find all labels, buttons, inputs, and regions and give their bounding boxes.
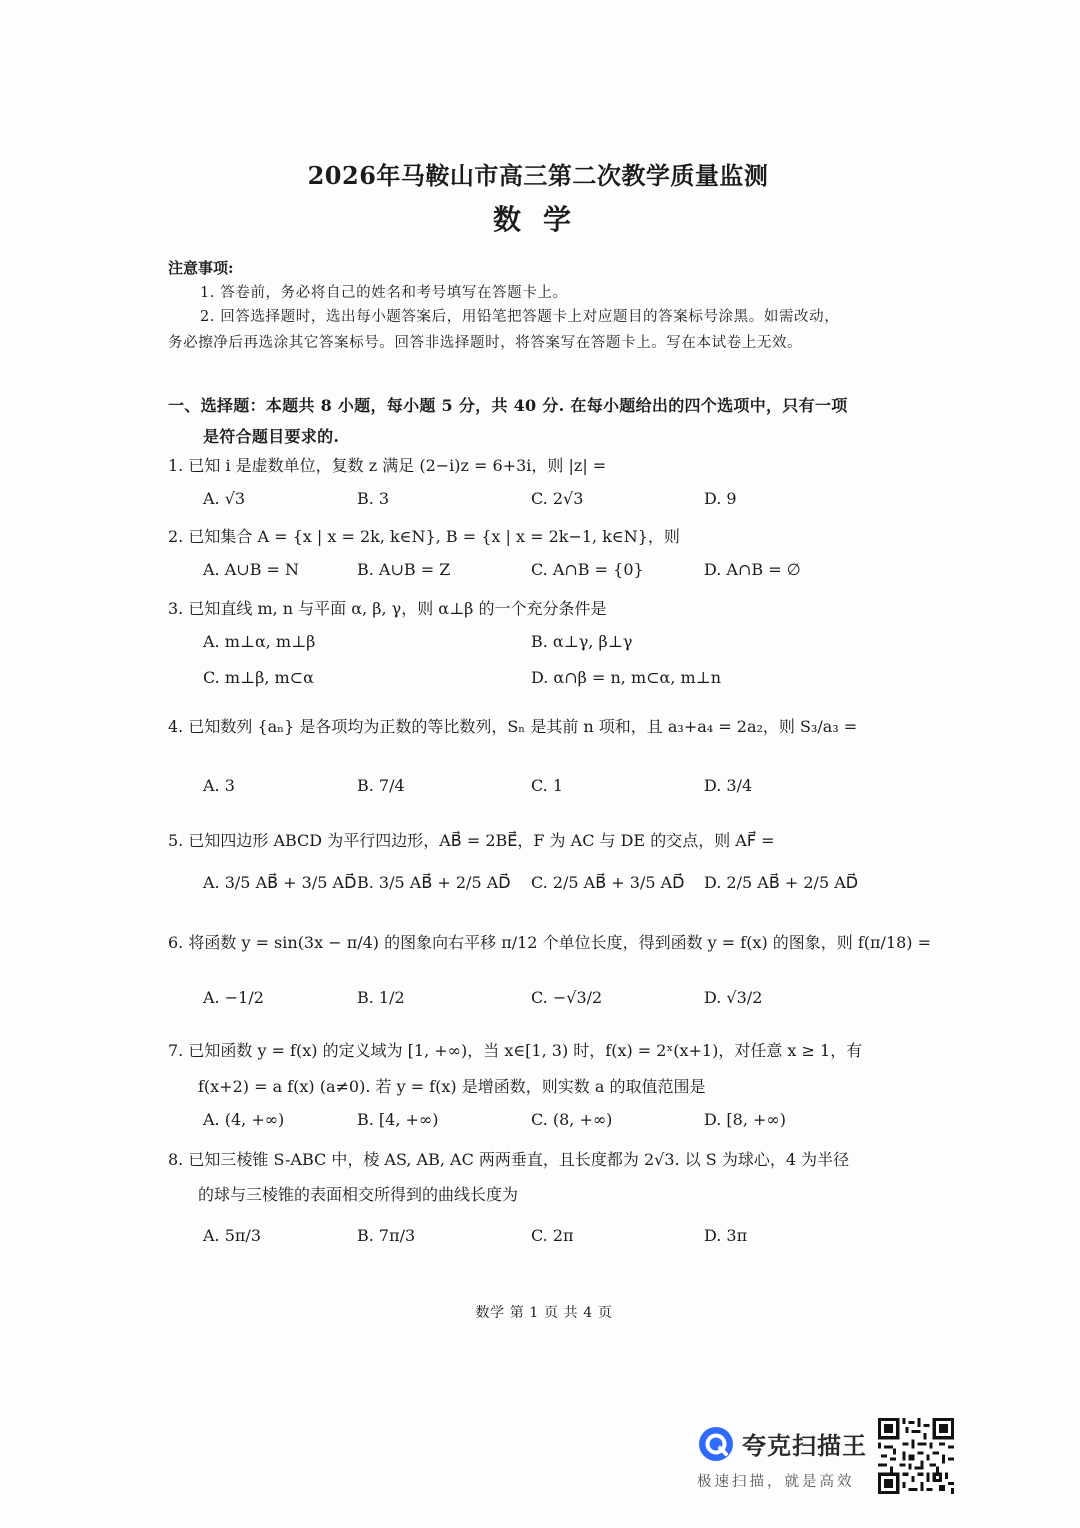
q3-option-c: C. m⊥β, m⊂α: [203, 668, 314, 687]
quark-logo-icon: [698, 1426, 734, 1462]
q2-option-b: B. A∪B = Z: [357, 560, 451, 579]
q6-option-d: D. √3/2: [704, 988, 763, 1007]
section-heading: 一、选择题：本题共 8 小题，每小题 5 分，共 40 分. 在每小题给出的四个选项中，只有一项: [168, 396, 848, 415]
q5-option-b: B. 3/5 AB⃗ + 2/5 AD⃗: [357, 873, 511, 892]
scanner-slogan: 极速扫描，就是高效: [697, 1474, 855, 1490]
q1-option-c: C. 2√3: [531, 489, 584, 508]
q4-option-d: D. 3/4: [704, 776, 753, 795]
question-7-stem-cont: f(x+2) = a f(x) (a≠0). 若 y = f(x) 是增函数，则实数 a 的取值范围是: [198, 1077, 706, 1096]
notice-item-2-cont: 务必擦净后再选涂其它答案标号。回答非选择题时，将答案写在答题卡上。写在本试卷上无效。: [168, 335, 803, 351]
q6-option-c: C. −√3/2: [531, 988, 603, 1007]
notice-heading: 注意事项:: [168, 259, 234, 277]
q2-option-c: C. A∩B = {0}: [531, 560, 644, 579]
q4-option-a: A. 3: [203, 776, 235, 795]
scanner-brand-name: 夸克扫描王: [742, 1432, 867, 1460]
q5-option-d: D. 2/5 AB⃗ + 2/5 AD⃗: [704, 873, 859, 892]
question-6-stem: 6. 将函数 y = sin(3x − π/4) 的图象向右平移 π/12 个单位长度，得到函数 y = f(x) 的图象，则 f(π/18) =: [168, 933, 932, 952]
q6-option-a: A. −1/2: [203, 988, 264, 1007]
q6-option-b: B. 1/2: [357, 988, 405, 1007]
exam-title: 2026年马鞍山市高三第二次教学质量监测: [307, 161, 769, 190]
q1-option-d: D. 9: [704, 489, 737, 508]
q7-option-d: D. [8, +∞): [704, 1110, 786, 1129]
q8-option-a: A. 5π/3: [203, 1226, 261, 1245]
question-2-stem: 2. 已知集合 A = {x | x = 2k, k∈N}, B = {x | x = 2k−1, k∈N}，则: [168, 527, 680, 546]
question-7-stem: 7. 已知函数 y = f(x) 的定义域为 [1, +∞)，当 x∈[1, 3) 时，f(x) = 2ˣ(x+1)，对任意 x ≥ 1，有: [168, 1041, 863, 1060]
q4-option-b: B. 7/4: [357, 776, 405, 795]
q7-option-a: A. (4, +∞): [203, 1110, 285, 1129]
q7-option-c: C. (8, +∞): [531, 1110, 613, 1129]
q7-option-b: B. [4, +∞): [357, 1110, 439, 1129]
q3-option-b: B. α⊥γ, β⊥γ: [531, 632, 633, 651]
q2-option-a: A. A∪B = N: [203, 560, 300, 579]
subject-title: 数学: [492, 203, 593, 236]
q8-option-c: C. 2π: [531, 1226, 574, 1245]
page-footer: 数学 第 1 页 共 4 页: [475, 1305, 613, 1321]
q8-option-d: D. 3π: [704, 1226, 748, 1245]
q5-option-c: C. 2/5 AB⃗ + 3/5 AD⃗: [531, 873, 685, 892]
q4-option-c: C. 1: [531, 776, 564, 795]
question-1-stem: 1. 已知 i 是虚数单位，复数 z 满足 (2−i)z = 6+3i，则 |z| =: [168, 456, 607, 475]
q3-option-a: A. m⊥α, m⊥β: [203, 632, 316, 651]
notice-item-1: 1. 答卷前，务必将自己的姓名和考号填写在答题卡上。: [200, 285, 568, 301]
section-heading-cont: 是符合题目要求的.: [203, 427, 340, 446]
q8-option-b: B. 7π/3: [357, 1226, 416, 1245]
question-5-stem: 5. 已知四边形 ABCD 为平行四边形，AB⃗ = 2BE⃗，F 为 AC 与 DE 的交点，则 AF⃗ =: [168, 831, 775, 850]
q1-option-b: B. 3: [357, 489, 390, 508]
q1-option-a: A. √3: [203, 489, 246, 508]
question-8-stem-cont: 的球与三棱锥的表面相交所得到的曲线长度为: [198, 1185, 519, 1204]
q5-option-a: A. 3/5 AB⃗ + 3/5 AD⃗: [203, 873, 357, 892]
question-4-stem: 4. 已知数列 {aₙ} 是各项均为正数的等比数列，Sₙ 是其前 n 项和，且 a₃+a₄ = 2a₂，则 S₃/a₃ =: [168, 717, 858, 736]
notice-item-2: 2. 回答选择题时，选出每小题答案后，用铅笔把答题卡上对应题目的答案标号涂黑。如需改动，: [200, 309, 840, 325]
question-3-stem: 3. 已知直线 m, n 与平面 α, β, γ，则 α⊥β 的一个充分条件是: [168, 599, 607, 618]
q3-option-d: D. α∩β = n, m⊂α, m⊥n: [531, 668, 722, 687]
q2-option-d: D. A∩B = ∅: [704, 560, 801, 579]
question-8-stem: 8. 已知三棱锥 S-ABC 中，棱 AS, AB, AC 两两垂直，且长度都为 2√3. 以 S 为球心，4 为半径: [168, 1150, 850, 1169]
qr-code-icon: [878, 1418, 954, 1494]
